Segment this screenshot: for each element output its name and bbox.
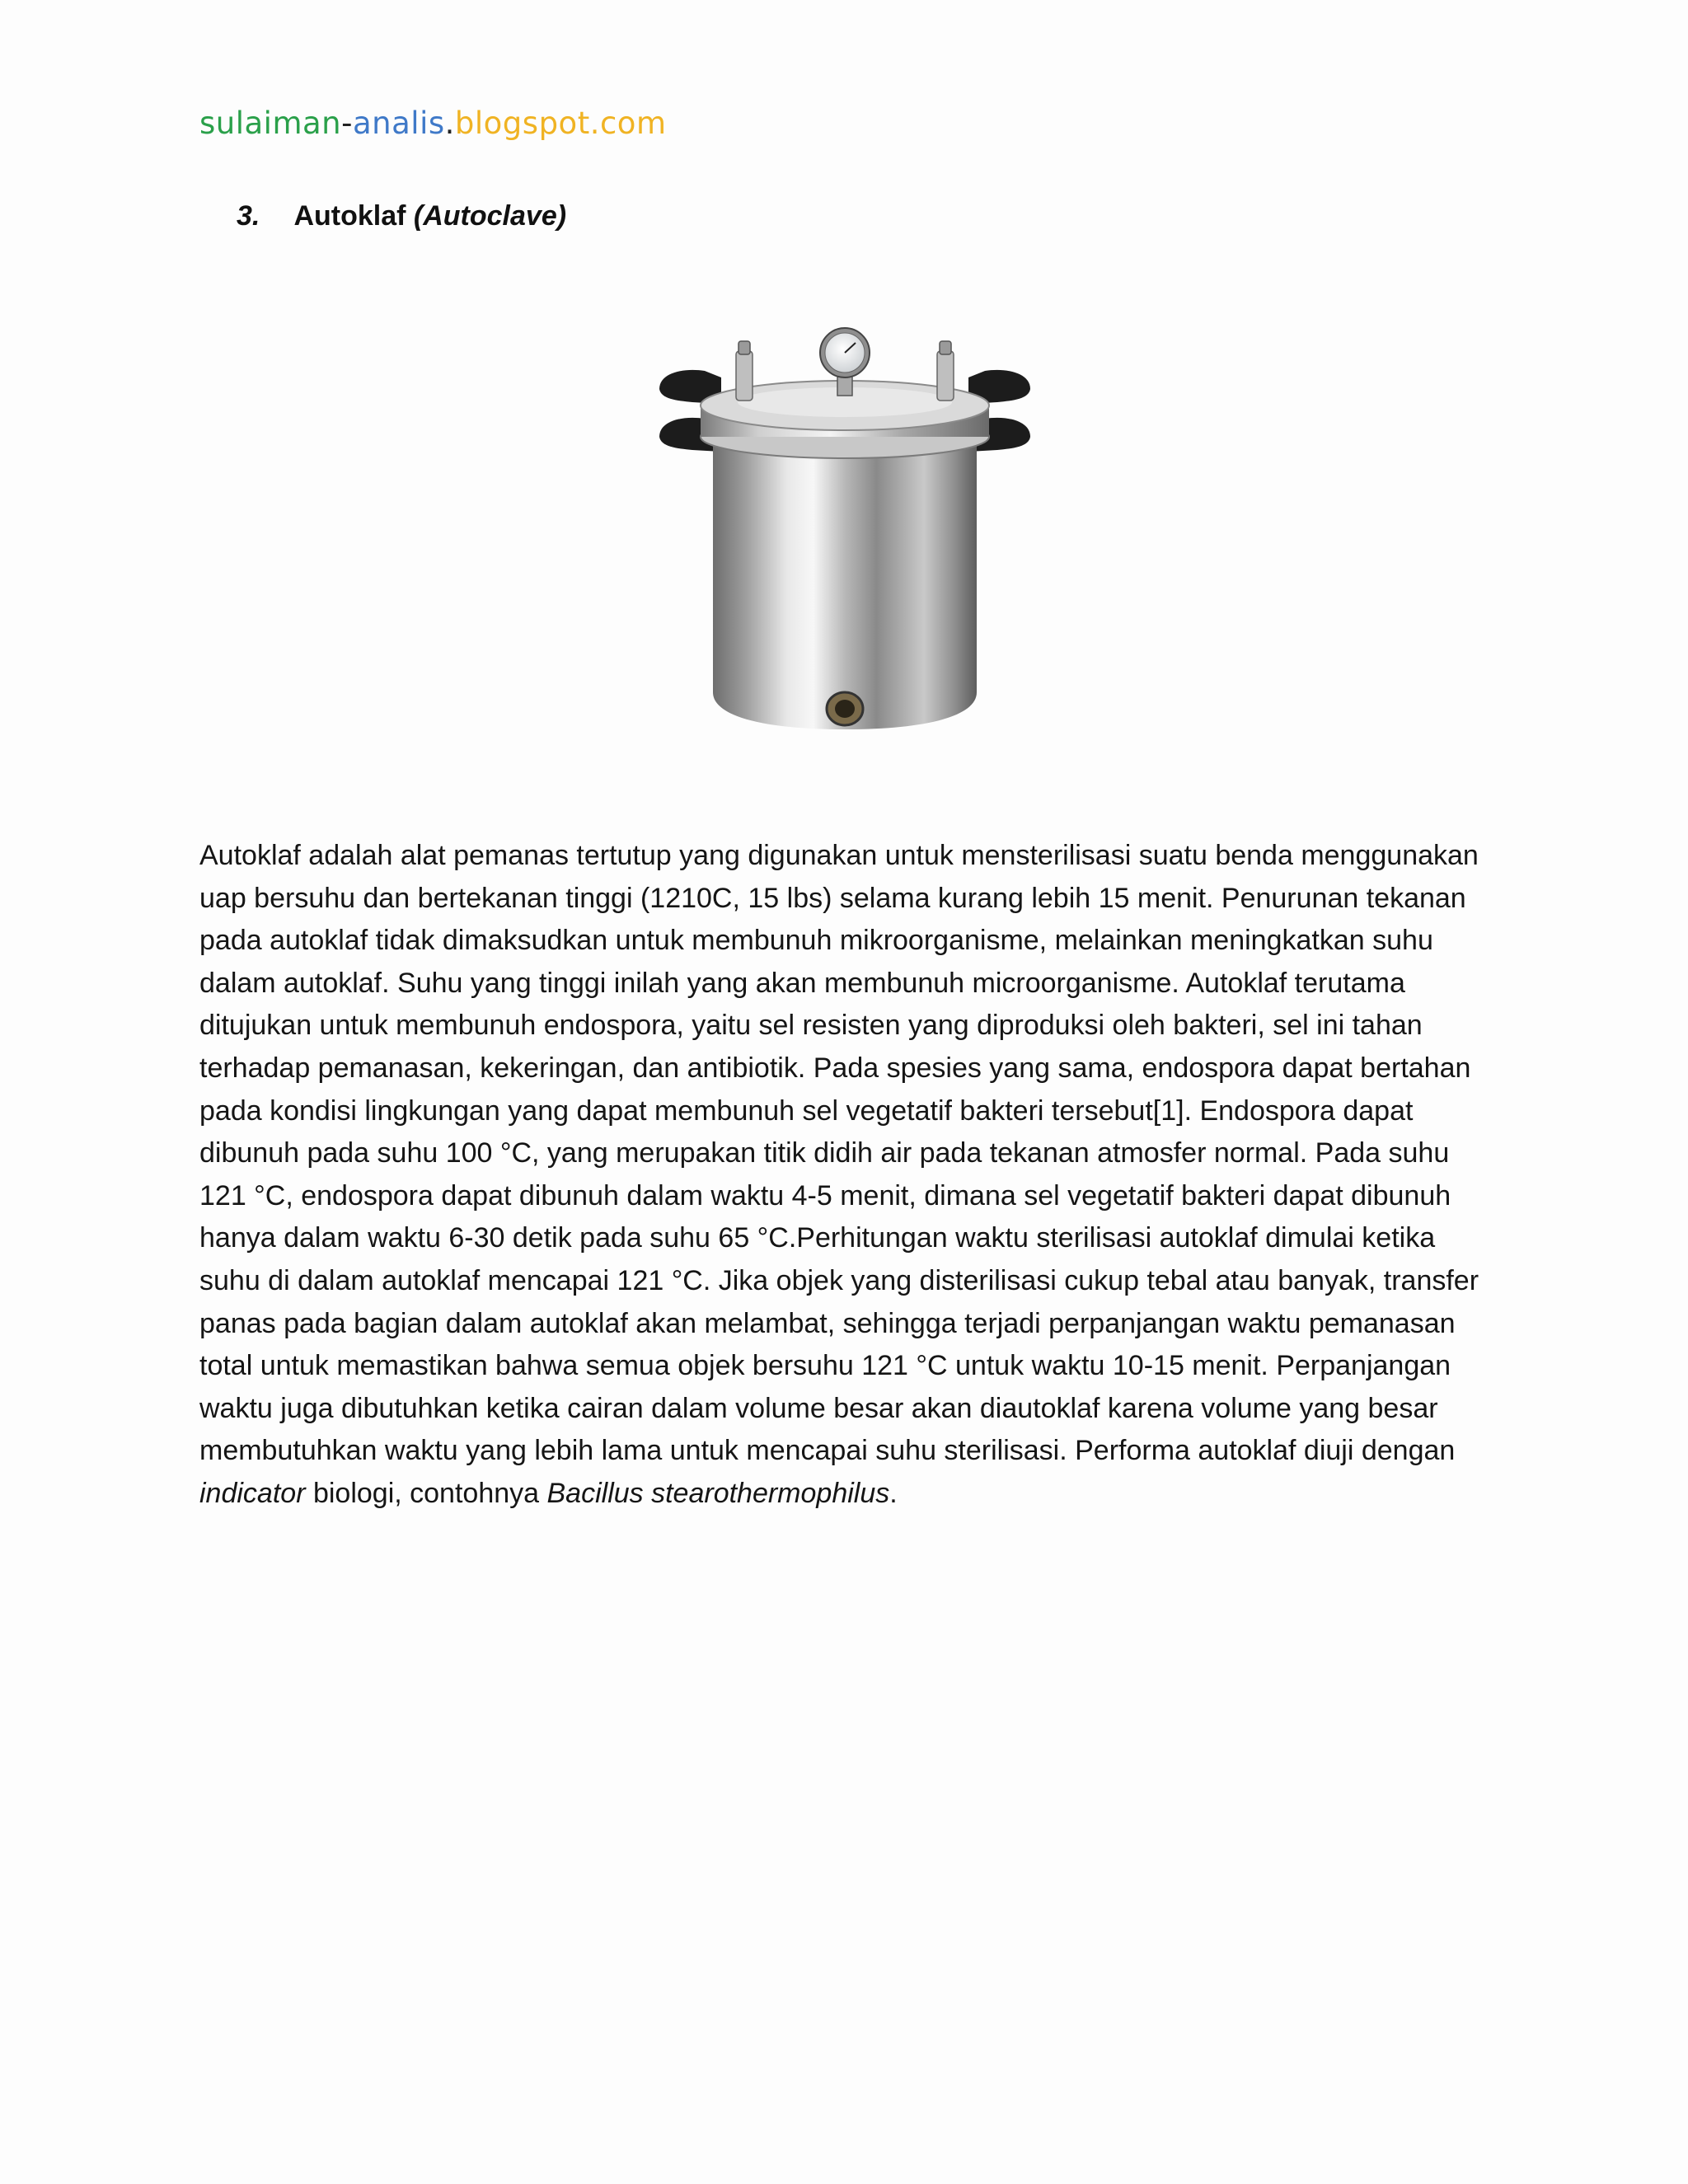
paragraph-line: ditujukan untuk membunuh endospora, yaitu sel resisten yang diproduksi oleh bakteri, sel ini tahan xyxy=(199,1010,1423,1042)
paragraph-line: terhadap pemanasan, kekeringan, dan antibiotik. Pada spesies yang sama, endospora dapat bertahan xyxy=(199,1052,1471,1084)
italic-species-name: Bacillus stearothermophilus xyxy=(546,1477,890,1509)
italic-term-indicator: indicator xyxy=(199,1477,306,1509)
autoclave-image xyxy=(643,313,1047,750)
paragraph-line: dalam autoklaf. Suhu yang tinggi inilah yang akan membunuh microorganisme. Autoklaf terutama xyxy=(199,967,1405,999)
paragraph-line: waktu juga dibutuhkan ketika cairan dalam volume besar akan diautoklaf karena volume yang besar xyxy=(199,1392,1438,1424)
section-title: Autoklaf xyxy=(293,200,406,232)
paragraph-line: membutuhkan waktu yang lebih lama untuk mencapai suhu sterilisasi. Performa autoklaf diuji dengan xyxy=(199,1435,1456,1467)
site-name-dash: - xyxy=(341,105,353,141)
paragraph-line: total untuk memastikan bahwa semua objek bersuhu 121 °C untuk waktu 10-15 menit. Perpanjangan xyxy=(199,1350,1451,1382)
paragraph-line: pada autoklaf tidak dimaksudkan untuk membunuh mikroorganisme, melainkan meningkatkan suhu xyxy=(199,925,1433,957)
right-valve xyxy=(937,351,954,401)
site-name-dot: . xyxy=(444,105,455,141)
site-link[interactable] xyxy=(199,105,667,141)
paragraph-line: 121 °C, endospora dapat dibunuh dalam waktu 4-5 menit, dimana sel vegetatif bakteri dapat dibunuh xyxy=(199,1179,1451,1212)
right-valve-cap xyxy=(940,341,951,354)
site-name-part-2: analis xyxy=(353,105,445,141)
body-paragraph xyxy=(199,835,1493,1516)
site-name-domain: blogspot.com xyxy=(454,105,667,141)
paragraph-last-line xyxy=(199,1473,1493,1516)
autoclave-body xyxy=(713,437,977,729)
paragraph-line: hanya dalam waktu 6-30 detik pada suhu 65 °C.Perhitungan waktu sterilisasi autoklaf dimulai ketika xyxy=(199,1222,1436,1254)
section-alt-title: (Autoclave) xyxy=(413,200,567,232)
paragraph-line: uap bersuhu dan bertekanan tinggi (1210C, 15 lbs) selama kurang lebih 15 menit. Penurunan tekanan xyxy=(199,882,1466,914)
last-line-text: biologi, contohnya xyxy=(305,1477,547,1509)
left-valve xyxy=(736,351,753,401)
section-number: 3. xyxy=(237,200,260,232)
left-valve-cap xyxy=(738,341,750,354)
section-heading xyxy=(237,200,566,232)
paragraph-line: panas pada bagian dalam autoklaf akan melambat, sehingga terjadi perpanjangan waktu pemanasan xyxy=(199,1307,1456,1339)
paragraph-line: Autoklaf adalah alat pemanas tertutup yang digunakan untuk mensterilisasi suatu benda menggunakan xyxy=(199,840,1479,871)
paragraph-line: dibunuh pada suhu 100 °C, yang merupakan titik didih air pada tekanan atmosfer normal. Pada suhu xyxy=(199,1137,1450,1169)
autoclave-illustration xyxy=(643,313,1047,750)
drain-hole xyxy=(835,700,855,718)
site-name-part-1: sulaiman xyxy=(199,105,342,141)
paragraph-line: pada kondisi lingkungan yang dapat membunuh sel vegetatif bakteri tersebut[1]. Endospora dapat xyxy=(199,1094,1414,1127)
paragraph-line: suhu di dalam autoklaf mencapai 121 °C. Jika objek yang disterilisasi cukup tebal atau banyak, transfer xyxy=(199,1264,1479,1296)
last-line-period: . xyxy=(889,1477,898,1509)
